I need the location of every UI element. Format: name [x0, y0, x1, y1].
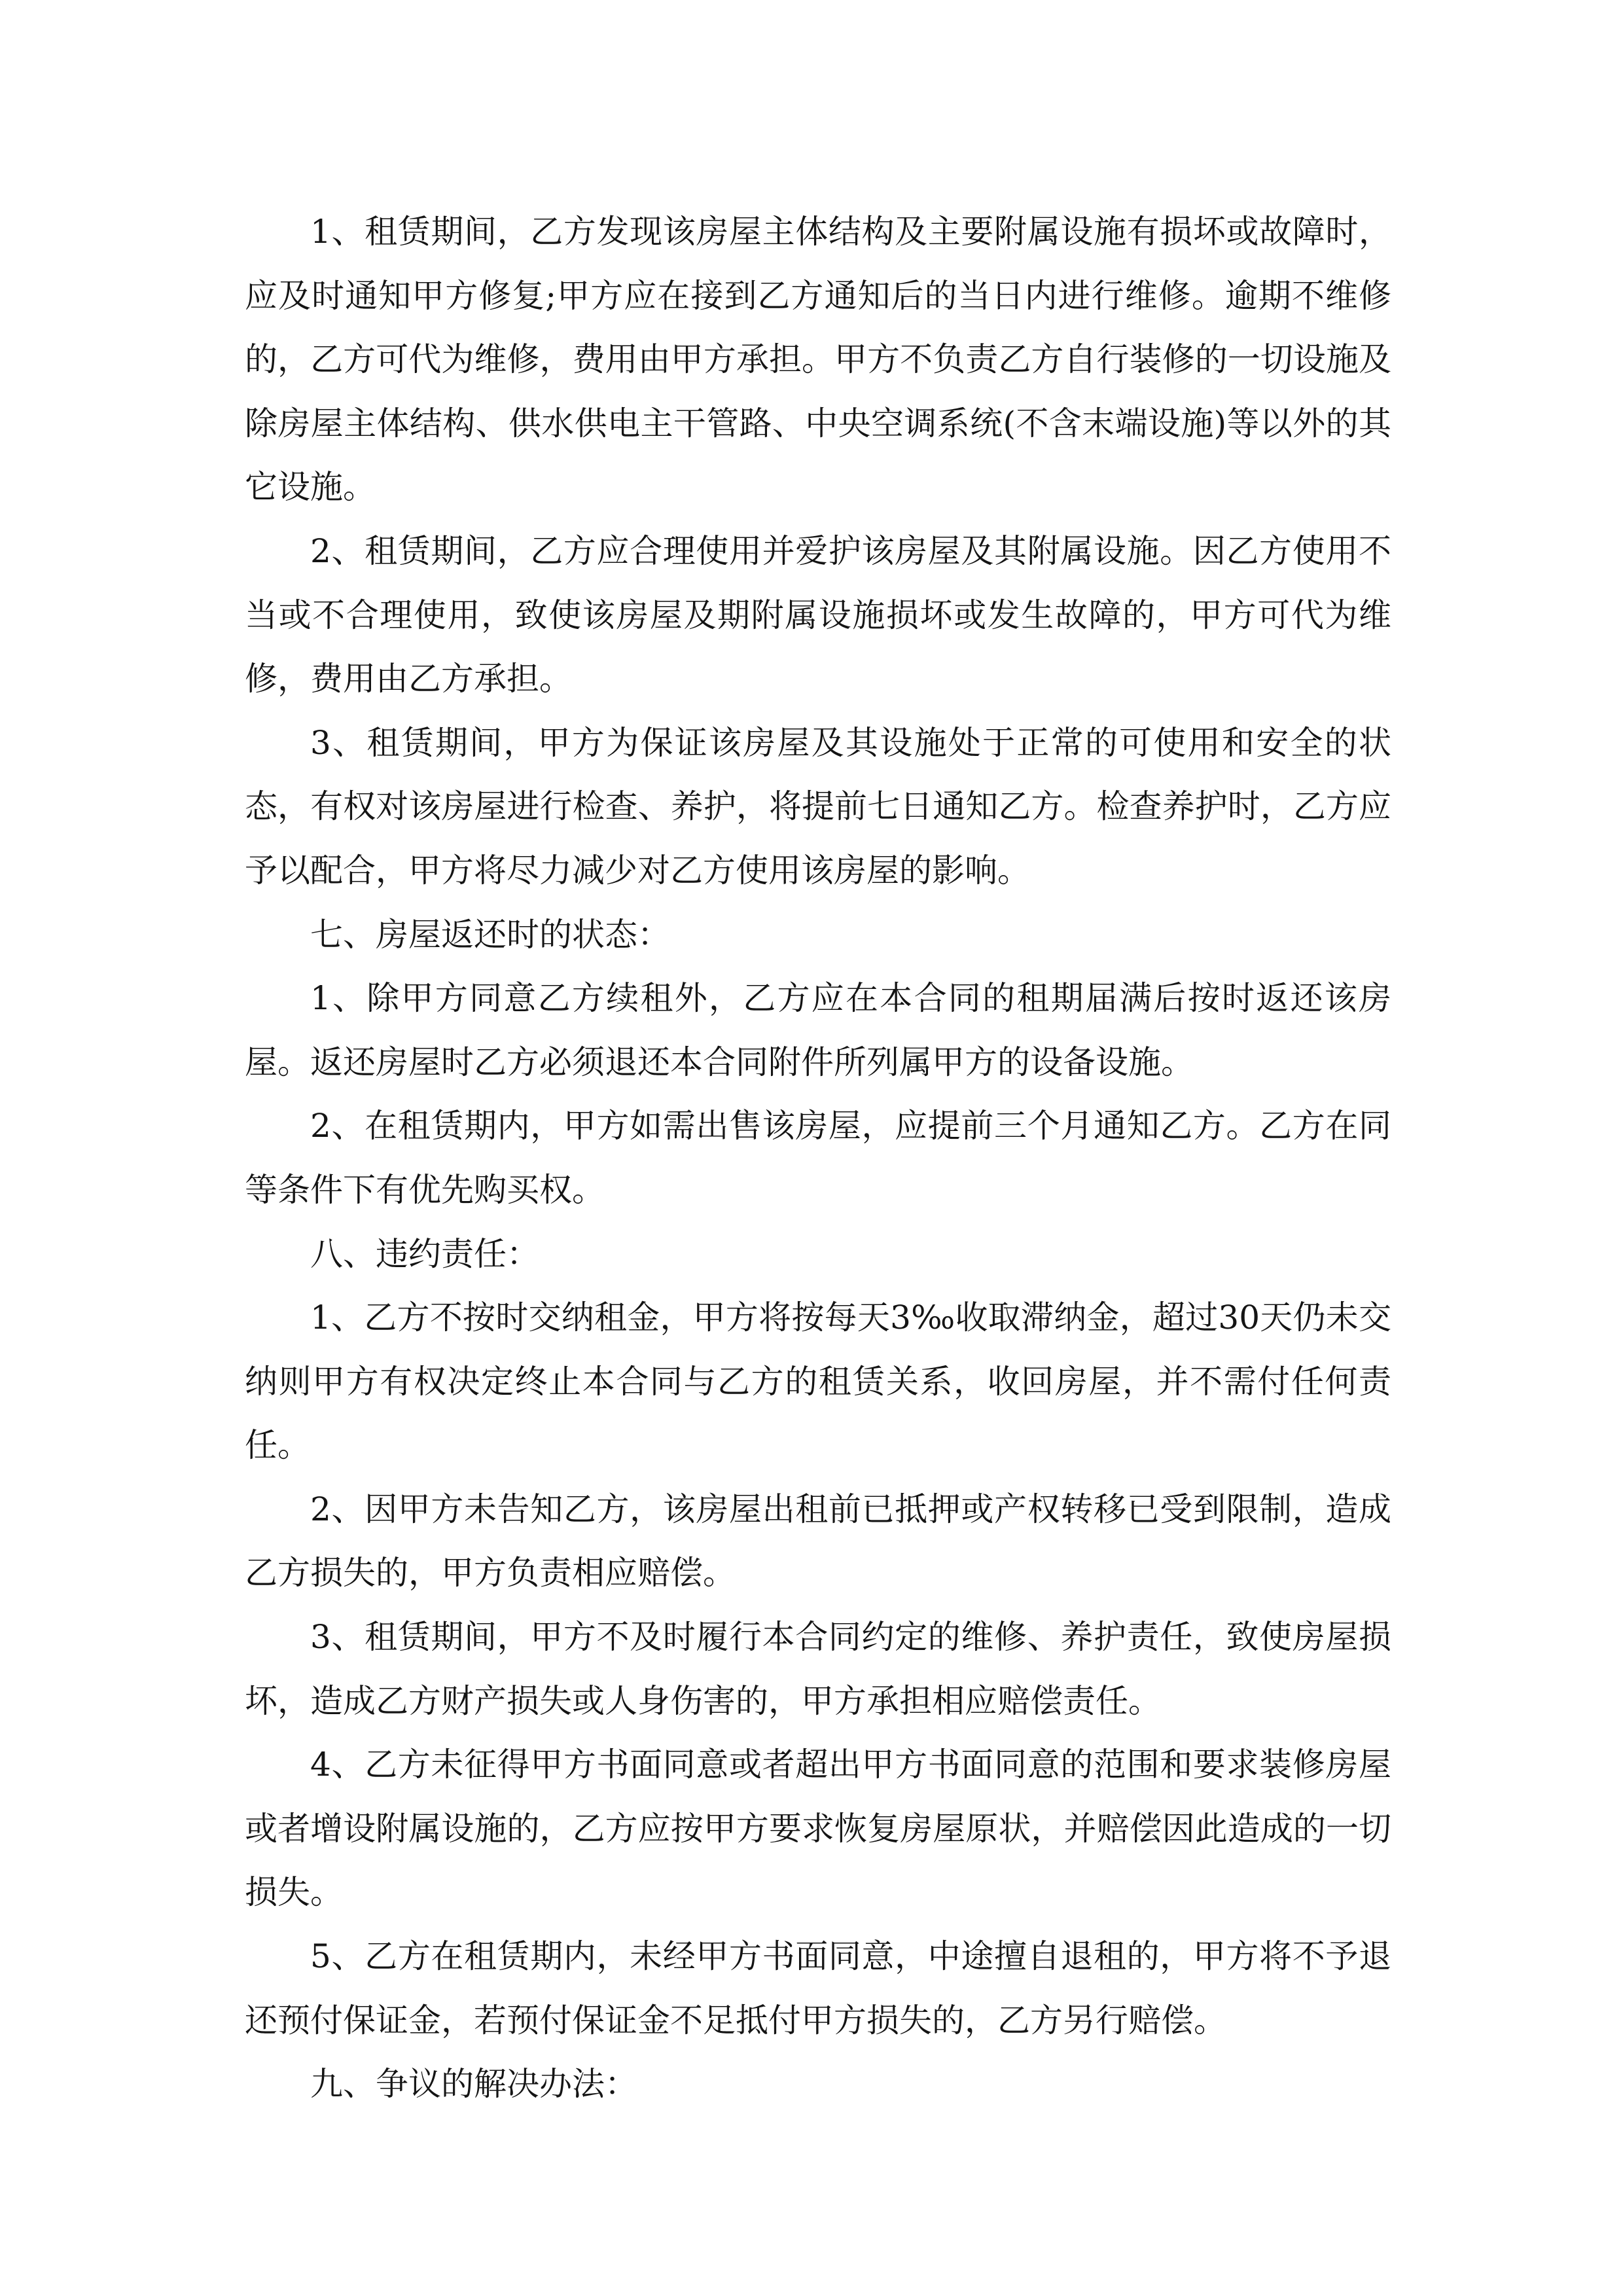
clause-paragraph: 2、租赁期间，乙方应合理使用并爱护该房屋及其附属设施。因乙方使用不当或不合理使用，致使该房屋及期附属设施损坏或发生故障的，甲方可代为维修，费用由乙方承担。 — [245, 531, 1391, 698]
section-heading: 八、违约责任： — [310, 1234, 539, 1273]
clause-paragraph: 3、租赁期间，甲方为保证该房屋及其设施处于正常的可使用和安全的状态，有权对该房屋进行检查、养护，将提前七日通知乙方。检查养护时，乙方应予以配合，甲方将尽力减少对乙方使用该房屋的影响。 — [245, 723, 1391, 889]
clause-paragraph: 3、租赁期间，甲方不及时履行本合同约定的维修、养护责任，致使房屋损坏，造成乙方财产损失或人身伤害的，甲方承担相应赔偿责任。 — [245, 1618, 1391, 1720]
clause-paragraph: 4、乙方未征得甲方书面同意或者超出甲方书面同意的范围和要求装修房屋或者增设附属设施的，乙方应按甲方要求恢复房屋原状，并赔偿因此造成的一切损失。 — [245, 1746, 1391, 1912]
clause-paragraph: 1、租赁期间，乙方发现该房屋主体结构及主要附属设施有损坏或故障时，应及时通知甲方修复;甲方应在接到乙方通知后的当日内进行维修。逾期不维修的，乙方可代为维修，费用由甲方承担。甲方不负责乙方自行装修的一切设施及除房屋主体结构、供水供电主干管路、中央空调系统(不含末端设施)等以外的其它设施。 — [245, 213, 1391, 507]
section-heading: 七、房屋返还时的状态： — [310, 915, 670, 954]
clause-paragraph: 1、乙方不按时交纳租金，甲方将按每天3‰收取滞纳金，超过30天仍未交纳则甲方有权决定终止本合同与乙方的租赁关系，收回房屋，并不需付任何责任。 — [245, 1299, 1391, 1465]
section-heading: 九、争议的解决办法： — [310, 2065, 637, 2104]
clause-paragraph: 1、除甲方同意乙方续租外，乙方应在本合同的租期届满后按时返还该房屋。返还房屋时乙方必须退还本合同附件所列属甲方的设备设施。 — [245, 979, 1391, 1081]
document-body — [245, 200, 1391, 2117]
clause-paragraph: 5、乙方在租赁期内，未经甲方书面同意，中途擅自退租的，甲方将不予退还预付保证金，若预付保证金不足抵付甲方损失的，乙方另行赔偿。 — [245, 1937, 1391, 2039]
clause-paragraph: 2、在租赁期内，甲方如需出售该房屋，应提前三个月通知乙方。乙方在同等条件下有优先购买权。 — [245, 1107, 1391, 1209]
clause-paragraph: 2、因甲方未告知乙方，该房屋出租前已抵押或产权转移已受到限制，造成乙方损失的，甲方负责相应赔偿。 — [245, 1490, 1391, 1592]
